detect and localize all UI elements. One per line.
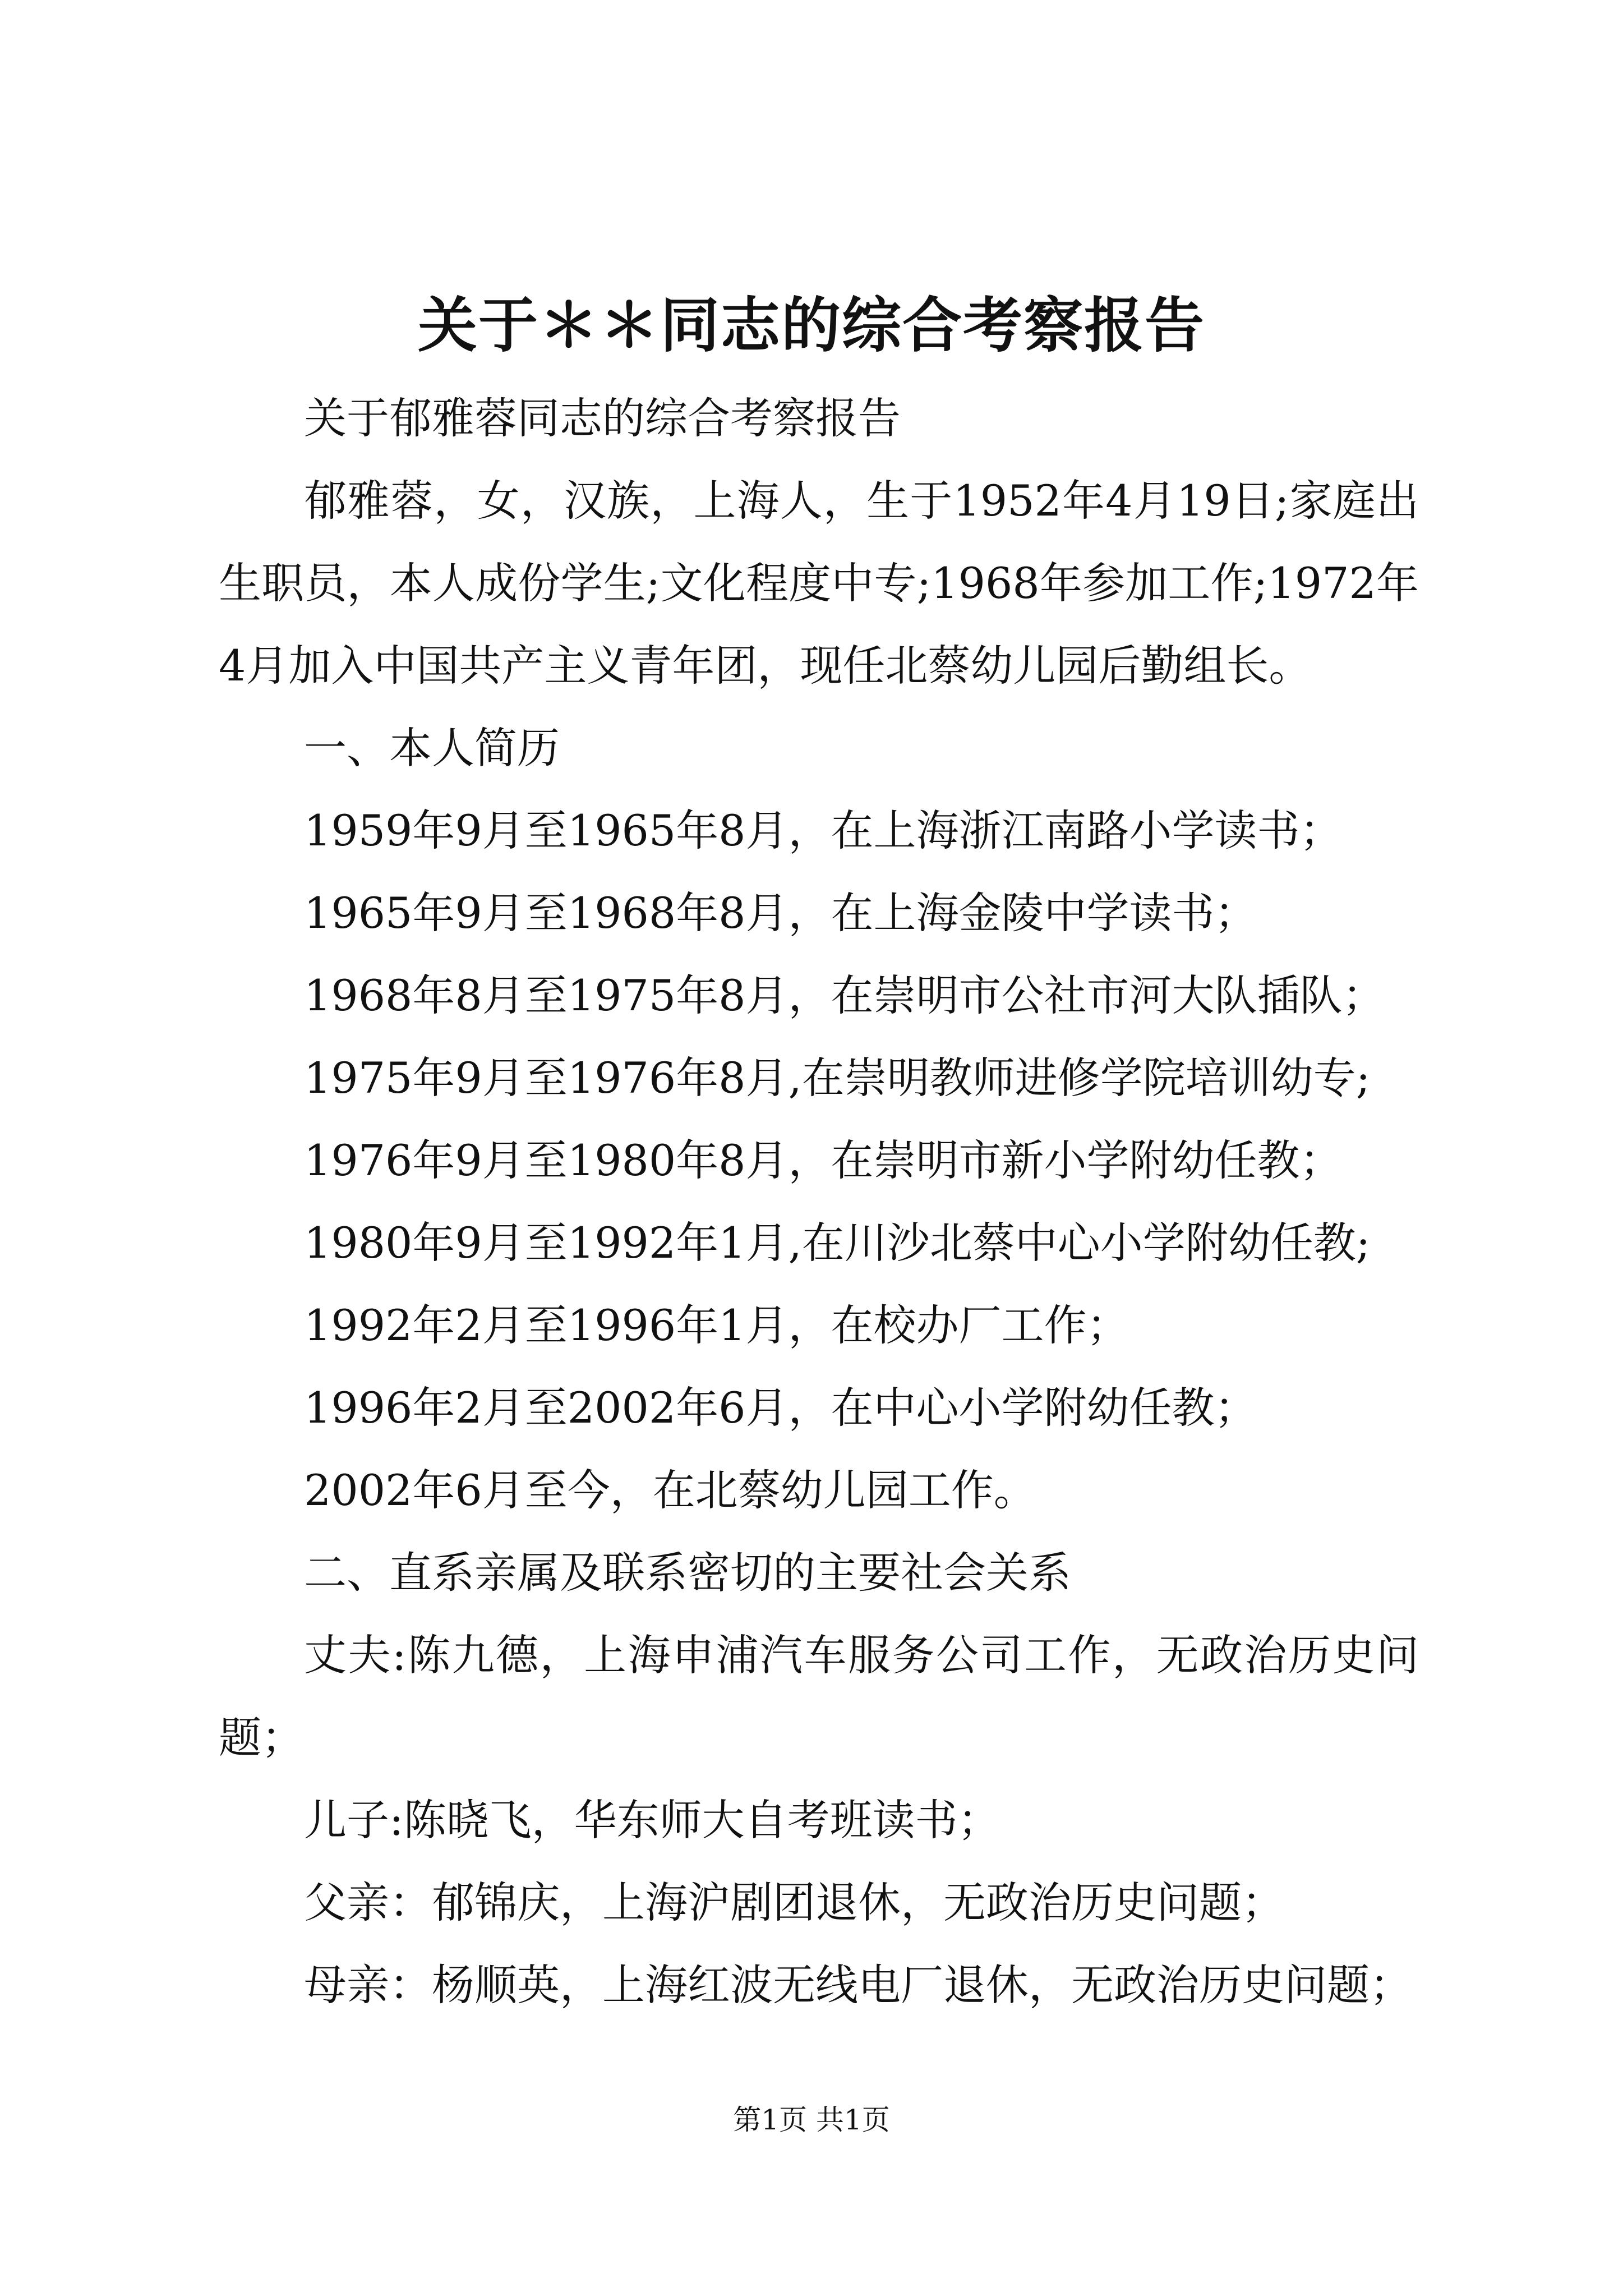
page-number-footer: 第1页 共1页 <box>733 2104 890 2136</box>
paragraph-subtitle: 关于郁雅蓉同志的综合考察报告 <box>304 393 901 443</box>
document-body <box>219 377 1419 2026</box>
resume-item: 1992年2月至1996年1月，在校办厂工作； <box>304 1300 1129 1350</box>
resume-item: 1965年9月至1968年8月，在上海金陵中学读书； <box>304 888 1257 938</box>
relation-item: 儿子:陈晓飞，华东师大自考班读书； <box>304 1795 1000 1845</box>
resume-item: 2002年6月至今，在北蔡幼儿园工作。 <box>304 1465 1036 1515</box>
resume-item: 1976年9月至1980年8月，在崇明市新小学附幼任教； <box>304 1135 1343 1185</box>
section-heading-relations: 二、直系亲属及联系密切的主要社会关系 <box>304 1548 1071 1598</box>
section-heading-resume: 一、本人简历 <box>304 723 560 773</box>
resume-item: 1980年9月至1992年1月,在川沙北蔡中心小学附幼任教; <box>304 1218 1371 1268</box>
relation-item: 丈夫:陈九德，上海申浦汽车服务公司工作，无政治历史问题； <box>219 1630 1419 1763</box>
resume-item: 1959年9月至1965年8月，在上海浙江南路小学读书； <box>304 806 1343 855</box>
resume-item: 1975年9月至1976年8月,在崇明教师进修学院培训幼专; <box>304 1053 1371 1103</box>
relation-item: 父亲：郁锦庆，上海沪剧团退休，无政治历史问题； <box>304 1878 1284 1927</box>
document-title: 关于＊＊同志的综合考察报告 <box>418 290 1205 360</box>
resume-item: 1968年8月至1975年8月，在崇明市公社市河大队插队； <box>304 970 1385 1020</box>
paragraph-basic-info: 郁雅蓉，女，汉族，上海人，生于1952年4月19日;家庭出生职员，本人成份学生;文化程度中专;1968年参加工作;1972年4月加入中国共产主义青年团，现任北蔡幼儿园后勤组长。 <box>219 476 1419 691</box>
resume-item: 1996年2月至2002年6月，在中心小学附幼任教； <box>304 1383 1257 1433</box>
relation-item: 母亲：杨顺英，上海红波无线电厂退休，无政治历史问题； <box>304 1960 1412 2010</box>
